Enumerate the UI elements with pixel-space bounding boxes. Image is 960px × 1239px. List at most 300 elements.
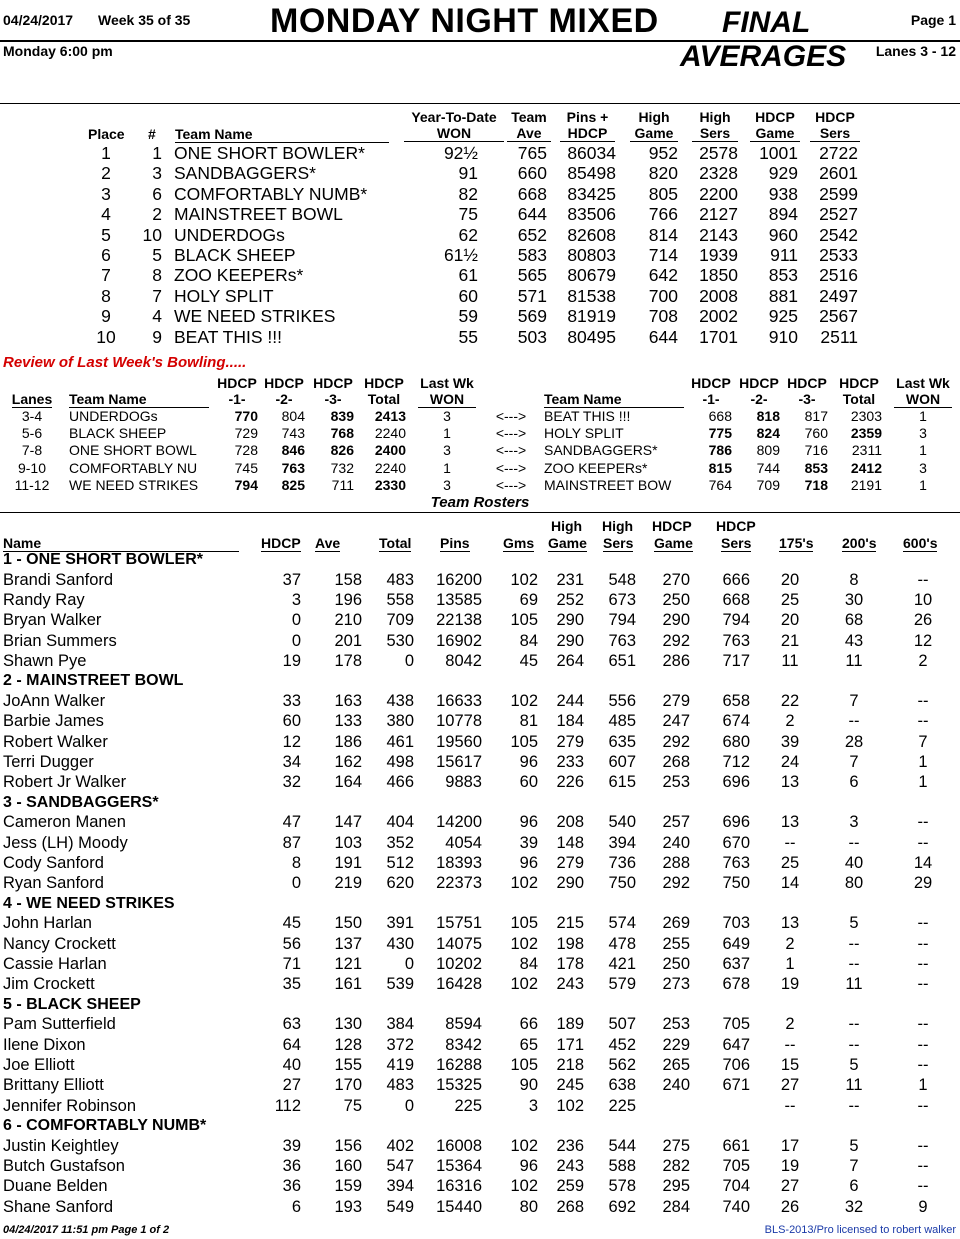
roster-high-game: 279 <box>556 854 584 872</box>
roster-games: 66 <box>519 1015 538 1034</box>
roster-player-name: Jim Crockett <box>3 975 95 994</box>
rev-col-hdcp3-r: HDCP <box>787 375 827 391</box>
review-team-right: HOLY SPLIT <box>544 425 624 442</box>
roster-games: 102 <box>510 1177 538 1196</box>
roster-row <box>0 854 960 874</box>
rev-col-g1-r: -1- <box>702 391 720 407</box>
roster-total: 352 <box>386 833 414 852</box>
roster-pins: 22138 <box>436 611 482 630</box>
roster-pins: 15617 <box>436 753 482 771</box>
roster-player-name: JoAnn Walker <box>3 691 106 710</box>
standings-row <box>0 327 960 347</box>
standings-high-game: 644 <box>648 326 678 347</box>
review-team-left: ONE SHORT BOWL <box>69 442 197 459</box>
col-num: # <box>148 126 156 142</box>
review-won-right: 1 <box>919 408 927 424</box>
roster-count-200: -- <box>848 712 860 731</box>
review-left-score: 711 <box>331 476 354 493</box>
col-ytd-2: WON <box>404 125 504 142</box>
standings-row <box>0 306 960 326</box>
roster-hdcp-sers: 705 <box>722 1015 750 1034</box>
standings-team-num: 9 <box>152 326 162 347</box>
standings-team-num: 2 <box>152 204 162 225</box>
roster-count-175: 27 <box>780 1076 800 1095</box>
roster-hdcp-sers: 712 <box>722 753 750 771</box>
ros-col-200: 200's <box>842 535 877 551</box>
standings-team-name: ZOO KEEPERs* <box>174 265 304 286</box>
roster-row <box>0 652 960 672</box>
roster-row <box>0 692 960 712</box>
roster-hdcp-sers: 666 <box>722 570 750 589</box>
roster-games: 102 <box>510 570 538 589</box>
roster-hdcp: 0 <box>291 631 301 650</box>
roster-player-name: Ilene Dixon <box>3 1035 86 1054</box>
roster-hdcp-sers: 704 <box>722 1177 750 1196</box>
roster-high-sers: 615 <box>608 773 636 792</box>
standings-high-sers: 2328 <box>699 163 738 184</box>
section-rule <box>0 103 960 104</box>
roster-hdcp-sers: 705 <box>722 1157 750 1175</box>
standings-high-sers: 1850 <box>699 265 738 286</box>
rosters-title: Team Rosters <box>430 494 530 511</box>
ros-col-175: 175's <box>779 535 814 551</box>
ros-col-name: Name <box>3 535 239 552</box>
standings-hdcp-game: 853 <box>768 265 798 286</box>
col-team-name: Team Name <box>175 126 389 143</box>
rev-col-team-l: Team Name <box>69 391 209 408</box>
review-left-score: 2330 <box>374 476 406 493</box>
roster-hdcp: 6 <box>291 1197 301 1216</box>
roster-row <box>0 1097 960 1117</box>
review-won-left: 3 <box>443 476 451 493</box>
roster-hdcp-sers: 763 <box>722 854 750 872</box>
roster-high-sers: 544 <box>608 1136 636 1155</box>
roster-row <box>0 632 960 652</box>
standings-hdcp-game: 938 <box>768 183 798 204</box>
roster-count-175: 2 <box>785 1015 795 1034</box>
review-won-right: 3 <box>919 425 927 442</box>
standings-hdcp-sers: 2516 <box>819 265 858 286</box>
roster-count-600: 2 <box>918 652 928 670</box>
standings-high-game: 814 <box>648 224 678 245</box>
roster-total: 384 <box>386 1015 414 1034</box>
standings-hdcp-game: 929 <box>768 163 798 184</box>
roster-high-sers: 556 <box>608 691 636 710</box>
roster-hdcp: 34 <box>282 753 301 771</box>
roster-high-sers: 574 <box>608 914 636 933</box>
roster-hdcp-sers: 696 <box>722 813 750 832</box>
standings-team-ave: 652 <box>517 224 547 245</box>
col-ytd-1: Year-To-Date <box>411 109 497 125</box>
roster-hdcp-game: 253 <box>662 1015 690 1034</box>
review-team-right: SANDBAGGERS* <box>544 442 658 459</box>
roster-count-175: 39 <box>780 732 800 751</box>
roster-count-200: -- <box>848 1096 860 1115</box>
roster-high-sers: 452 <box>608 1035 636 1054</box>
roster-pins: 10778 <box>436 712 482 731</box>
review-team-right: BEAT THIS !!! <box>544 408 631 424</box>
review-vs-arrow: <---> <box>495 408 527 424</box>
roster-pins: 8594 <box>445 1015 482 1034</box>
roster-hdcp: 87 <box>282 833 301 852</box>
roster-games: 102 <box>510 934 538 953</box>
standings-high-sers: 2002 <box>699 306 738 327</box>
ros-col-hdcps-1: HDCP <box>716 518 756 534</box>
roster-games: 96 <box>519 1157 538 1175</box>
roster-ave: 219 <box>334 874 362 893</box>
roster-ave: 133 <box>334 712 362 731</box>
col-hdcps-2: Sers <box>810 125 860 142</box>
review-won-right: 1 <box>919 442 927 459</box>
roster-hdcp-game: 290 <box>662 611 690 630</box>
review-right-score: 853 <box>804 459 828 476</box>
roster-count-175: 22 <box>780 691 800 710</box>
review-right-score: 2412 <box>850 459 882 476</box>
roster-count-600: 1 <box>918 773 928 792</box>
review-left-score: 825 <box>281 476 305 493</box>
roster-pins: 16902 <box>436 631 482 650</box>
roster-ave: 163 <box>334 691 362 710</box>
standings-team-ave: 583 <box>517 245 547 265</box>
rev-col-lastwk-l: Last Wk <box>420 375 474 391</box>
roster-count-200: 8 <box>849 570 859 589</box>
roster-row <box>0 1157 960 1177</box>
standings-hdcp-game: 910 <box>768 326 798 347</box>
roster-row <box>0 914 960 934</box>
col-hg-1: High <box>638 109 670 125</box>
roster-count-600: -- <box>917 1015 929 1034</box>
standings-high-game: 766 <box>648 204 678 225</box>
standings-place: 3 <box>101 183 111 204</box>
standings-team-num: 4 <box>152 306 162 327</box>
roster-pins: 10202 <box>436 955 482 973</box>
review-right-score: 2359 <box>850 425 882 442</box>
rev-col-g3-l: -3- <box>324 391 342 407</box>
roster-high-game: 244 <box>556 691 584 710</box>
standings-team-ave: 765 <box>517 143 547 163</box>
ros-col-pins: Pins <box>440 535 470 551</box>
roster-hdcp-game: 240 <box>662 1076 690 1095</box>
roster-games: 65 <box>519 1035 538 1054</box>
team-heading: 4 - WE NEED STRIKES <box>3 894 175 912</box>
roster-count-200: -- <box>848 955 860 973</box>
review-right-score: 818 <box>756 408 780 424</box>
rev-col-hdcp4-r: HDCP <box>839 375 879 391</box>
standings-place: 2 <box>101 163 111 184</box>
review-right-score: 775 <box>708 425 732 442</box>
roster-high-sers: 736 <box>608 854 636 872</box>
roster-count-600: 12 <box>913 631 933 650</box>
review-right-score: 716 <box>804 442 828 459</box>
standings-hdcp-sers: 2511 <box>820 326 858 347</box>
roster-pins: 16008 <box>436 1136 482 1155</box>
roster-hdcp-sers: 717 <box>722 652 750 670</box>
roster-high-game: 171 <box>556 1035 584 1054</box>
roster-hdcp-game: 284 <box>662 1197 690 1216</box>
roster-high-game: 218 <box>556 1056 584 1074</box>
standings-high-sers: 2578 <box>699 143 738 163</box>
rev-col-g1-l: -1- <box>228 391 246 407</box>
review-right-score: 817 <box>804 408 828 424</box>
review-row <box>0 408 960 425</box>
roster-hdcp-sers: 678 <box>722 975 750 994</box>
ros-col-hdcpg-2: Game <box>654 535 693 551</box>
standings-pins-hdcp: 83506 <box>567 204 616 225</box>
ros-col-ave: Ave <box>315 535 341 551</box>
ros-col-total: Total <box>379 535 412 551</box>
roster-high-game: 231 <box>556 570 584 589</box>
standings-team-num: 6 <box>152 183 162 204</box>
rev-col-total-l: Total <box>367 391 401 407</box>
roster-ave: 161 <box>334 975 362 994</box>
review-left-score: 2400 <box>374 442 406 459</box>
standings-won: 59 <box>458 306 478 327</box>
roster-pins: 16428 <box>436 975 482 994</box>
roster-player-name: Brittany Elliott <box>3 1076 104 1095</box>
rev-col-hdcp3-l: HDCP <box>313 375 353 391</box>
team-heading: 2 - MAINSTREET BOWL <box>3 672 184 690</box>
roster-count-200: 5 <box>849 1136 859 1155</box>
roster-hdcp-game: 268 <box>662 753 690 771</box>
standings-place: 4 <box>101 204 111 225</box>
standings-hdcp-game: 925 <box>768 306 798 327</box>
roster-hdcp-sers: 647 <box>722 1035 750 1054</box>
roster-count-600: 9 <box>918 1197 928 1216</box>
roster-hdcp: 64 <box>282 1035 301 1054</box>
review-lanes: 11-12 <box>14 476 50 493</box>
roster-row <box>0 1177 960 1197</box>
roster-high-sers: 579 <box>608 975 636 994</box>
roster-games: 105 <box>510 611 538 630</box>
roster-hdcp-game: 288 <box>662 854 690 872</box>
roster-total: 466 <box>386 773 414 792</box>
roster-player-name: John Harlan <box>3 914 92 933</box>
review-left-score: 732 <box>330 459 354 476</box>
col-pins-1: Pins + <box>566 109 609 125</box>
roster-player-name: Randy Ray <box>3 590 85 609</box>
roster-hdcp: 0 <box>291 874 301 893</box>
roster-ave: 158 <box>334 570 362 589</box>
roster-ave: 150 <box>334 914 362 933</box>
standings-won: 61 <box>458 265 478 286</box>
roster-player-name: Shawn Pye <box>3 652 87 670</box>
roster-hdcp-sers: 668 <box>722 590 750 609</box>
roster-games: 102 <box>510 975 538 994</box>
roster-count-175: 20 <box>780 611 800 630</box>
roster-total: 620 <box>386 874 414 893</box>
standings-won: 60 <box>458 285 478 306</box>
roster-count-200: 80 <box>844 874 864 893</box>
roster-row <box>0 1056 960 1076</box>
roster-count-600: 14 <box>913 854 933 872</box>
roster-high-game: 290 <box>556 631 584 650</box>
roster-high-game: 148 <box>556 833 584 852</box>
review-row <box>0 460 960 477</box>
roster-high-sers: 692 <box>608 1197 636 1216</box>
roster-count-600: -- <box>917 1136 929 1155</box>
roster-hdcp: 0 <box>291 611 301 630</box>
col-place: Place <box>88 126 125 142</box>
ros-col-hs-1: High <box>602 518 634 534</box>
review-left-score: 804 <box>281 408 305 424</box>
roster-row <box>0 773 960 793</box>
ros-col-hg-2: Game <box>548 535 587 551</box>
roster-high-sers: 607 <box>608 753 636 771</box>
standings-place: 9 <box>101 306 111 327</box>
roster-total: 372 <box>386 1035 414 1054</box>
roster-high-game: 290 <box>556 611 584 630</box>
standings-pins-hdcp: 86034 <box>567 143 616 163</box>
roster-hdcp: 32 <box>282 773 301 792</box>
roster-count-200: 7 <box>849 1157 859 1175</box>
standings-team-num: 8 <box>152 265 162 286</box>
standings-team-num: 7 <box>152 285 162 306</box>
roster-count-175: 27 <box>780 1177 800 1196</box>
roster-hdcp-game: 247 <box>662 712 690 731</box>
rev-col-hdcp4-l: HDCP <box>364 375 404 391</box>
roster-high-sers: 225 <box>608 1096 636 1115</box>
roster-games: 90 <box>519 1076 538 1095</box>
standings-team-name: BLACK SHEEP <box>174 245 296 265</box>
roster-pins: 16288 <box>436 1056 482 1074</box>
roster-games: 102 <box>510 691 538 710</box>
roster-count-200: 32 <box>844 1197 864 1216</box>
review-won-left: 3 <box>443 408 451 424</box>
roster-row <box>0 1198 960 1218</box>
roster-total: 391 <box>386 914 414 933</box>
roster-player-name: Robert Walker <box>3 732 108 751</box>
standings-hdcp-sers: 2497 <box>819 285 858 306</box>
roster-row <box>0 813 960 833</box>
review-right-score: 809 <box>756 442 780 459</box>
standings-won: 61½ <box>443 245 478 265</box>
roster-count-175: 19 <box>780 1157 800 1175</box>
roster-total: 0 <box>404 955 414 973</box>
review-right-score: 764 <box>708 476 732 493</box>
roster-row <box>0 1036 960 1056</box>
roster-hdcp-sers: 661 <box>722 1136 750 1155</box>
roster-hdcp: 47 <box>282 813 301 832</box>
roster-count-600: -- <box>917 1096 929 1115</box>
standings-team-ave: 660 <box>517 163 547 184</box>
col-hdcpg-2: Game <box>750 125 800 142</box>
roster-row <box>0 975 960 995</box>
roster-high-game: 243 <box>556 975 584 994</box>
review-left-score: 2240 <box>374 459 406 476</box>
team-heading: 5 - BLACK SHEEP <box>3 995 141 1013</box>
standings-team-name: MAINSTREET BOWL <box>174 204 343 225</box>
roster-row <box>0 955 960 975</box>
roster-high-game: 290 <box>556 874 584 893</box>
roster-high-sers: 750 <box>608 874 636 893</box>
standings-hdcp-sers: 2601 <box>819 163 858 184</box>
roster-pins: 22373 <box>436 874 482 893</box>
roster-total: 0 <box>404 652 414 670</box>
standings-team-ave: 571 <box>517 285 547 306</box>
roster-total: 461 <box>386 732 414 751</box>
roster-ave: 103 <box>334 833 362 852</box>
roster-hdcp-game: 265 <box>662 1056 690 1074</box>
review-right-score: 744 <box>756 459 780 476</box>
review-team-left: BLACK SHEEP <box>69 425 167 442</box>
roster-high-game: 236 <box>556 1136 584 1155</box>
review-row <box>0 477 960 494</box>
roster-count-200: 11 <box>845 975 863 994</box>
rev-col-hdcp2-l: HDCP <box>264 375 304 391</box>
roster-games: 96 <box>519 854 538 872</box>
standings-team-num: 10 <box>142 224 162 245</box>
col-hdcps-1: HDCP <box>815 109 855 125</box>
review-left-score: 768 <box>330 425 354 442</box>
standings-team-name: BEAT THIS !!! <box>174 326 282 347</box>
standings-won: 92½ <box>443 143 478 163</box>
standings-high-game: 805 <box>648 183 678 204</box>
ros-col-hdcps-2: Sers <box>721 535 752 551</box>
review-row <box>0 442 960 459</box>
roster-count-600: -- <box>917 833 929 852</box>
review-right-score: 760 <box>804 425 828 442</box>
roster-count-175: 24 <box>780 753 800 771</box>
roster-hdcp: 33 <box>282 691 301 710</box>
roster-player-name: Terri Dugger <box>3 753 94 771</box>
roster-hdcp-sers: 794 <box>722 611 750 630</box>
review-won-right: 1 <box>919 476 927 493</box>
roster-count-200: -- <box>848 1035 860 1054</box>
day-time: Monday 6:00 pm <box>3 43 113 59</box>
roster-games: 105 <box>510 914 538 933</box>
roster-total: 512 <box>386 854 414 872</box>
roster-hdcp-game: 270 <box>662 570 690 589</box>
review-lanes: 3-4 <box>21 408 43 424</box>
standings-team-num: 3 <box>152 163 162 184</box>
standings-place: 7 <box>101 265 111 286</box>
review-lanes: 5-6 <box>21 425 43 442</box>
col-teamave-2: Ave <box>507 125 551 142</box>
review-left-score: 729 <box>234 425 258 442</box>
roster-high-sers: 394 <box>608 833 636 852</box>
roster-high-game: 233 <box>556 753 584 771</box>
col-hg-2: Game <box>630 125 678 142</box>
ros-col-hs-2: Sers <box>603 535 634 551</box>
standings-high-game: 820 <box>648 163 678 184</box>
roster-hdcp: 45 <box>282 914 301 933</box>
review-vs-arrow: <---> <box>495 442 527 459</box>
rev-col-lastwk-r: Last Wk <box>896 375 950 391</box>
roster-ave: 159 <box>334 1177 362 1196</box>
roster-high-sers: 588 <box>608 1157 636 1175</box>
roster-high-game: 102 <box>556 1096 584 1115</box>
roster-total: 394 <box>386 1177 414 1196</box>
roster-count-200: -- <box>848 833 860 852</box>
lanes-label: Lanes 3 - 12 <box>875 43 956 59</box>
roster-high-sers: 478 <box>608 934 636 953</box>
roster-ave: 193 <box>334 1197 362 1216</box>
roster-total: 558 <box>386 590 414 609</box>
standings-won: 62 <box>458 224 478 245</box>
roster-high-game: 189 <box>556 1015 584 1034</box>
col-teamave-1: Team <box>511 109 547 125</box>
standings-high-game: 708 <box>648 306 678 327</box>
roster-count-175: 17 <box>780 1136 800 1155</box>
ros-col-hg-1: High <box>551 518 583 534</box>
review-left-score: 770 <box>234 408 258 424</box>
roster-pins: 225 <box>454 1096 482 1115</box>
roster-ave: 186 <box>334 732 362 751</box>
roster-ave: 75 <box>343 1096 362 1115</box>
standings-pins-hdcp: 80495 <box>567 326 616 347</box>
standings-team-ave: 569 <box>517 306 547 327</box>
roster-hdcp-game: 253 <box>662 773 690 792</box>
